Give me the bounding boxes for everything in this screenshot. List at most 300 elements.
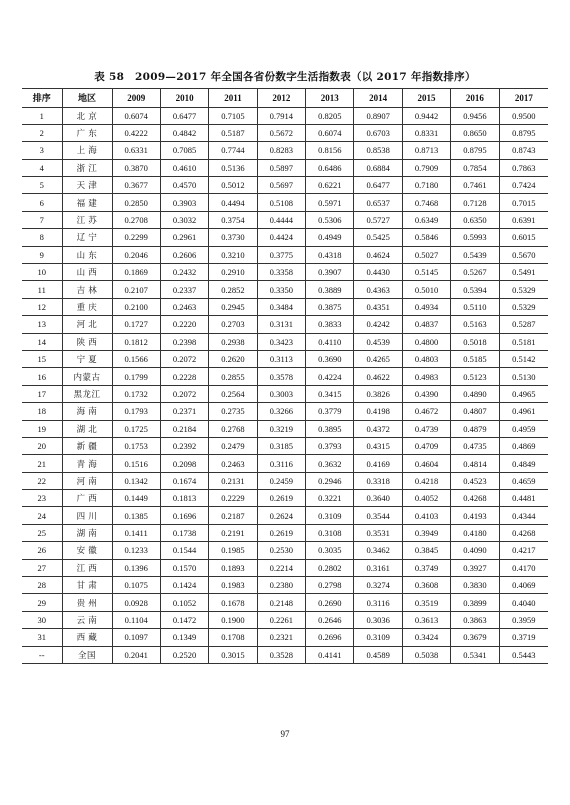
index-value-cell: 0.1983	[209, 577, 257, 594]
index-value-cell: 0.5185	[451, 350, 499, 367]
index-value-cell: 0.3779	[306, 403, 354, 420]
index-value-cell: 0.5846	[402, 229, 450, 246]
index-value-cell: 0.3870	[112, 159, 160, 176]
index-value-cell: 0.7863	[499, 159, 548, 176]
index-value-cell: 0.3131	[257, 316, 305, 333]
index-value-cell: 0.4965	[499, 385, 548, 402]
index-value-cell: 0.5181	[499, 333, 548, 350]
index-value-cell: 0.2261	[257, 611, 305, 628]
index-value-cell: 0.2371	[160, 403, 208, 420]
index-value-cell: 0.3161	[354, 559, 402, 576]
index-value-cell: 0.4217	[499, 542, 548, 559]
index-value-cell: 0.7468	[402, 194, 450, 211]
index-value-cell: 0.4224	[306, 368, 354, 385]
index-value-cell: 0.1349	[160, 629, 208, 646]
rank-cell: 13	[22, 316, 62, 333]
index-value-cell: 0.4523	[451, 472, 499, 489]
index-value-cell: 0.4849	[499, 455, 548, 472]
index-value-cell: 0.6884	[354, 159, 402, 176]
index-value-cell: 0.2735	[209, 403, 257, 420]
index-value-cell: 0.1674	[160, 472, 208, 489]
column-header: 2016	[451, 89, 499, 108]
index-value-cell: 0.5267	[451, 264, 499, 281]
index-value-cell: 0.2148	[257, 594, 305, 611]
index-value-cell: 0.4842	[160, 124, 208, 141]
index-value-cell: 0.6074	[306, 124, 354, 141]
index-value-cell: 0.4268	[499, 524, 548, 541]
region-cell: 辽 宁	[62, 229, 112, 246]
index-value-cell: 0.5108	[257, 194, 305, 211]
region-cell: 甘 肃	[62, 577, 112, 594]
index-value-cell: 0.6349	[402, 211, 450, 228]
index-value-cell: 0.3423	[257, 333, 305, 350]
index-value-cell: 0.4837	[402, 316, 450, 333]
index-value-cell: 0.6477	[354, 177, 402, 194]
index-value-cell: 0.2619	[257, 524, 305, 541]
index-value-cell: 0.8331	[402, 124, 450, 141]
index-value-cell: 0.4869	[499, 437, 548, 454]
index-value-cell: 0.3274	[354, 577, 402, 594]
region-cell: 全国	[62, 646, 112, 663]
index-value-cell: 0.5018	[451, 333, 499, 350]
region-cell: 黑龙江	[62, 385, 112, 402]
index-value-cell: 0.6015	[499, 229, 548, 246]
table-row	[22, 629, 548, 646]
index-value-cell: 0.2072	[160, 385, 208, 402]
index-value-cell: 0.5491	[499, 264, 548, 281]
table-row	[22, 542, 548, 559]
index-value-cell: 0.2619	[257, 490, 305, 507]
table-header-row	[22, 89, 548, 108]
index-value-cell: 0.4659	[499, 472, 548, 489]
index-value-cell: 0.2299	[112, 229, 160, 246]
index-value-cell: 0.3833	[306, 316, 354, 333]
region-cell: 广 西	[62, 490, 112, 507]
index-value-cell: 0.1812	[112, 333, 160, 350]
region-cell: 广 东	[62, 124, 112, 141]
index-value-cell: 0.2945	[209, 298, 257, 315]
index-value-cell: 0.8713	[402, 142, 450, 159]
index-value-cell: 0.2768	[209, 420, 257, 437]
index-value-cell: 0.6537	[354, 194, 402, 211]
index-value-cell: 0.3578	[257, 368, 305, 385]
index-value-cell: 0.5123	[451, 368, 499, 385]
index-value-cell: 0.2459	[257, 472, 305, 489]
index-value-cell: 0.3690	[306, 350, 354, 367]
index-value-cell: 0.2624	[257, 507, 305, 524]
column-header: 2009	[112, 89, 160, 108]
table-row	[22, 177, 548, 194]
rank-cell: 23	[22, 490, 62, 507]
index-value-cell: 0.7128	[451, 194, 499, 211]
index-value-cell: 0.5439	[451, 246, 499, 263]
index-value-cell: 0.4180	[451, 524, 499, 541]
table-row	[22, 194, 548, 211]
index-value-cell: 0.4103	[402, 507, 450, 524]
index-value-cell: 0.3484	[257, 298, 305, 315]
index-value-cell: 0.2646	[306, 611, 354, 628]
index-value-cell: 0.4610	[160, 159, 208, 176]
rank-cell: 10	[22, 264, 62, 281]
index-value-cell: 0.2798	[306, 577, 354, 594]
index-value-cell: 0.3109	[354, 629, 402, 646]
index-value-cell: 0.3889	[306, 281, 354, 298]
region-cell: 江 西	[62, 559, 112, 576]
table-row	[22, 142, 548, 159]
index-value-cell: 0.7424	[499, 177, 548, 194]
column-header: 2012	[257, 89, 305, 108]
index-value-cell: 0.4110	[306, 333, 354, 350]
index-value-cell: 0.5187	[209, 124, 257, 141]
index-value-cell: 0.4315	[354, 437, 402, 454]
index-value-cell: 0.7909	[402, 159, 450, 176]
table-row	[22, 437, 548, 454]
index-value-cell: 0.3632	[306, 455, 354, 472]
index-value-cell: 0.4344	[499, 507, 548, 524]
rank-cell: 20	[22, 437, 62, 454]
index-value-cell: 0.2852	[209, 281, 257, 298]
index-value-cell: 0.1342	[112, 472, 160, 489]
index-value-cell: 0.5142	[499, 350, 548, 367]
index-value-cell: 0.3462	[354, 542, 402, 559]
index-value-cell: 0.3830	[451, 577, 499, 594]
index-value-cell: 0.4363	[354, 281, 402, 298]
index-value-cell: 0.2220	[160, 316, 208, 333]
index-value-cell: 0.7180	[402, 177, 450, 194]
index-value-cell: 0.5329	[499, 281, 548, 298]
index-value-cell: 0.4814	[451, 455, 499, 472]
index-value-cell: 0.5329	[499, 298, 548, 315]
index-value-cell: 0.3899	[451, 594, 499, 611]
table-row	[22, 368, 548, 385]
region-cell: 浙 江	[62, 159, 112, 176]
index-value-cell: 0.1869	[112, 264, 160, 281]
rank-cell: 16	[22, 368, 62, 385]
column-header: 排序	[22, 89, 62, 108]
table-row	[22, 611, 548, 628]
index-value-cell: 0.4481	[499, 490, 548, 507]
table-body	[22, 107, 548, 664]
index-value-cell: 0.4424	[257, 229, 305, 246]
table-row	[22, 455, 548, 472]
index-value-cell: 0.1678	[209, 594, 257, 611]
index-value-cell: 0.4218	[402, 472, 450, 489]
index-value-cell: 0.2463	[209, 455, 257, 472]
index-value-cell: 0.2184	[160, 420, 208, 437]
index-value-cell: 0.4430	[354, 264, 402, 281]
table-row	[22, 594, 548, 611]
rank-cell: 6	[22, 194, 62, 211]
index-value-cell: 0.1544	[160, 542, 208, 559]
index-value-cell: 0.1727	[112, 316, 160, 333]
index-value-cell: 0.2041	[112, 646, 160, 663]
index-value-cell: 0.4090	[451, 542, 499, 559]
region-cell: 北 京	[62, 107, 112, 124]
region-cell: 青 海	[62, 455, 112, 472]
index-value-cell: 0.4265	[354, 350, 402, 367]
index-value-cell: 0.2463	[160, 298, 208, 315]
index-value-cell: 0.3221	[306, 490, 354, 507]
index-value-cell: 0.5110	[451, 298, 499, 315]
column-header: 2011	[209, 89, 257, 108]
rank-cell: 25	[22, 524, 62, 541]
index-value-cell: 0.3775	[257, 246, 305, 263]
index-value-cell: 0.4949	[306, 229, 354, 246]
index-value-cell: 0.8795	[499, 124, 548, 141]
table-row	[22, 350, 548, 367]
rank-cell: 7	[22, 211, 62, 228]
index-value-cell: 0.6703	[354, 124, 402, 141]
index-value-cell: 0.3109	[306, 507, 354, 524]
index-value-cell: 0.2910	[209, 264, 257, 281]
index-value-cell: 0.2802	[306, 559, 354, 576]
index-value-cell: 0.7105	[209, 107, 257, 124]
index-value-cell: 0.2228	[160, 368, 208, 385]
index-value-cell: 0.2938	[209, 333, 257, 350]
index-value-cell: 0.3608	[402, 577, 450, 594]
index-value-cell: 0.2191	[209, 524, 257, 541]
index-value-cell: 0.0928	[112, 594, 160, 611]
index-value-cell: 0.3640	[354, 490, 402, 507]
column-header: 2014	[354, 89, 402, 108]
rank-cell: 27	[22, 559, 62, 576]
index-value-cell: 0.2107	[112, 281, 160, 298]
rank-cell: 30	[22, 611, 62, 628]
index-value-cell: 0.6074	[112, 107, 160, 124]
index-value-cell: 0.3875	[306, 298, 354, 315]
index-value-cell: 0.1813	[160, 490, 208, 507]
index-value-cell: 0.5971	[306, 194, 354, 211]
rank-cell: 11	[22, 281, 62, 298]
index-value-cell: 0.3113	[257, 350, 305, 367]
index-value-cell: 0.9500	[499, 107, 548, 124]
index-value-cell: 0.3531	[354, 524, 402, 541]
index-value-cell: 0.6486	[306, 159, 354, 176]
table-row	[22, 107, 548, 124]
index-value-cell: 0.2392	[160, 437, 208, 454]
region-cell: 河 北	[62, 316, 112, 333]
index-value-cell: 0.2703	[209, 316, 257, 333]
index-value-cell: 0.4141	[306, 646, 354, 663]
region-cell: 河 南	[62, 472, 112, 489]
index-value-cell: 0.1411	[112, 524, 160, 541]
index-value-cell: 0.3544	[354, 507, 402, 524]
index-value-cell: 0.6391	[499, 211, 548, 228]
index-value-cell: 0.6331	[112, 142, 160, 159]
page-number: 97	[280, 729, 290, 739]
index-value-cell: 0.2398	[160, 333, 208, 350]
table-row	[22, 507, 548, 524]
index-value-cell: 0.4052	[402, 490, 450, 507]
index-value-cell: 0.8907	[354, 107, 402, 124]
table-row	[22, 333, 548, 350]
region-cell: 吉 林	[62, 281, 112, 298]
index-value-cell: 0.1052	[160, 594, 208, 611]
rank-cell: 14	[22, 333, 62, 350]
index-value-cell: 0.3949	[402, 524, 450, 541]
index-value-cell: 0.8283	[257, 142, 305, 159]
index-value-cell: 0.2696	[306, 629, 354, 646]
index-value-cell: 0.5672	[257, 124, 305, 141]
region-cell: 湖 北	[62, 420, 112, 437]
index-value-cell: 0.1449	[112, 490, 160, 507]
index-value-cell: 0.1738	[160, 524, 208, 541]
index-value-cell: 0.3895	[306, 420, 354, 437]
table-row	[22, 490, 548, 507]
index-value-cell: 0.8650	[451, 124, 499, 141]
index-value-cell: 0.9456	[451, 107, 499, 124]
index-value-cell: 0.3185	[257, 437, 305, 454]
index-value-cell: 0.2850	[112, 194, 160, 211]
rank-cell: 1	[22, 107, 62, 124]
index-value-cell: 0.4890	[451, 385, 499, 402]
region-cell: 海 南	[62, 403, 112, 420]
index-value-cell: 0.2131	[209, 472, 257, 489]
index-value-cell: 0.5010	[402, 281, 450, 298]
index-value-cell: 0.4170	[499, 559, 548, 576]
index-value-cell: 0.2530	[257, 542, 305, 559]
index-value-cell: 0.5136	[209, 159, 257, 176]
rank-cell: 19	[22, 420, 62, 437]
index-value-cell: 0.2072	[160, 350, 208, 367]
index-value-cell: 0.3826	[354, 385, 402, 402]
index-value-cell: 0.5727	[354, 211, 402, 228]
index-value-cell: 0.4934	[402, 298, 450, 315]
index-value-cell: 0.4735	[451, 437, 499, 454]
index-value-cell: 0.3358	[257, 264, 305, 281]
index-value-cell: 0.2564	[209, 385, 257, 402]
rank-cell: 26	[22, 542, 62, 559]
index-value-cell: 0.4318	[306, 246, 354, 263]
index-value-cell: 0.3679	[451, 629, 499, 646]
index-value-cell: 0.3927	[451, 559, 499, 576]
table-row	[22, 264, 548, 281]
index-value-cell: 0.4589	[354, 646, 402, 663]
index-value-cell: 0.1385	[112, 507, 160, 524]
index-value-cell: 0.5038	[402, 646, 450, 663]
index-value-cell: 0.1566	[112, 350, 160, 367]
rank-cell: 3	[22, 142, 62, 159]
index-value-cell: 0.5897	[257, 159, 305, 176]
index-value-cell: 0.4709	[402, 437, 450, 454]
index-value-cell: 0.2337	[160, 281, 208, 298]
index-value-cell: 0.2606	[160, 246, 208, 263]
index-value-cell: 0.2855	[209, 368, 257, 385]
index-value-cell: 0.5425	[354, 229, 402, 246]
index-value-cell: 0.1799	[112, 368, 160, 385]
table-row	[22, 281, 548, 298]
index-value-cell: 0.7461	[451, 177, 499, 194]
region-cell: 江 苏	[62, 211, 112, 228]
table-row	[22, 229, 548, 246]
index-value-cell: 0.1793	[112, 403, 160, 420]
index-value-cell: 0.1104	[112, 611, 160, 628]
index-value-cell: 0.3032	[160, 211, 208, 228]
index-value-cell: 0.4807	[451, 403, 499, 420]
index-value-cell: 0.1725	[112, 420, 160, 437]
column-header: 2010	[160, 89, 208, 108]
index-value-cell: 0.5670	[499, 246, 548, 263]
region-cell: 贵 州	[62, 594, 112, 611]
index-value-cell: 0.2321	[257, 629, 305, 646]
index-value-cell: 0.4624	[354, 246, 402, 263]
rank-cell: 2	[22, 124, 62, 141]
index-value-cell: 0.4222	[112, 124, 160, 141]
column-header: 2013	[306, 89, 354, 108]
index-value-cell: 0.3108	[306, 524, 354, 541]
table-row	[22, 403, 548, 420]
index-value-cell: 0.7914	[257, 107, 305, 124]
index-value-cell: 0.4069	[499, 577, 548, 594]
index-value-cell: 0.4539	[354, 333, 402, 350]
rank-cell: 21	[22, 455, 62, 472]
index-value-cell: 0.9442	[402, 107, 450, 124]
index-value-cell: 0.1753	[112, 437, 160, 454]
index-value-cell: 0.5287	[499, 316, 548, 333]
rank-cell: 31	[22, 629, 62, 646]
rank-cell: 9	[22, 246, 62, 263]
index-value-cell: 0.1985	[209, 542, 257, 559]
index-value-cell: 0.5697	[257, 177, 305, 194]
rank-cell: 22	[22, 472, 62, 489]
table-row	[22, 211, 548, 228]
region-cell: 西 藏	[62, 629, 112, 646]
index-value-cell: 0.4351	[354, 298, 402, 315]
rank-cell: 15	[22, 350, 62, 367]
index-value-cell: 0.3903	[160, 194, 208, 211]
column-header: 地区	[62, 89, 112, 108]
region-cell: 山 东	[62, 246, 112, 263]
index-value-cell: 0.5027	[402, 246, 450, 263]
index-value-cell: 0.7744	[209, 142, 257, 159]
rank-cell: 4	[22, 159, 62, 176]
index-value-cell: 0.2961	[160, 229, 208, 246]
index-value-cell: 0.7015	[499, 194, 548, 211]
index-value-cell: 0.8205	[306, 107, 354, 124]
index-value-cell: 0.3318	[354, 472, 402, 489]
index-value-cell: 0.4242	[354, 316, 402, 333]
index-value-cell: 0.2098	[160, 455, 208, 472]
index-value-cell: 0.4198	[354, 403, 402, 420]
index-value-cell: 0.3730	[209, 229, 257, 246]
region-cell: 山 西	[62, 264, 112, 281]
index-value-cell: 0.4961	[499, 403, 548, 420]
table-row	[22, 159, 548, 176]
index-value-cell: 0.2520	[160, 646, 208, 663]
index-value-cell: 0.5163	[451, 316, 499, 333]
region-cell: 陕 西	[62, 333, 112, 350]
rank-cell: 5	[22, 177, 62, 194]
region-cell: 安 徽	[62, 542, 112, 559]
index-value-cell: 0.6477	[160, 107, 208, 124]
index-value-cell: 0.1424	[160, 577, 208, 594]
index-value-cell: 0.1696	[160, 507, 208, 524]
region-cell: 宁 夏	[62, 350, 112, 367]
column-header: 2017	[499, 89, 548, 108]
index-value-cell: 0.3907	[306, 264, 354, 281]
index-value-cell: 0.4983	[402, 368, 450, 385]
rank-cell: 12	[22, 298, 62, 315]
rank-cell: 24	[22, 507, 62, 524]
index-value-cell: 0.3719	[499, 629, 548, 646]
index-value-cell: 0.2187	[209, 507, 257, 524]
index-value-cell: 0.8795	[451, 142, 499, 159]
index-value-cell: 0.4800	[402, 333, 450, 350]
index-value-cell: 0.1732	[112, 385, 160, 402]
index-value-cell: 0.5012	[209, 177, 257, 194]
table-row	[22, 472, 548, 489]
index-value-cell: 0.4803	[402, 350, 450, 367]
